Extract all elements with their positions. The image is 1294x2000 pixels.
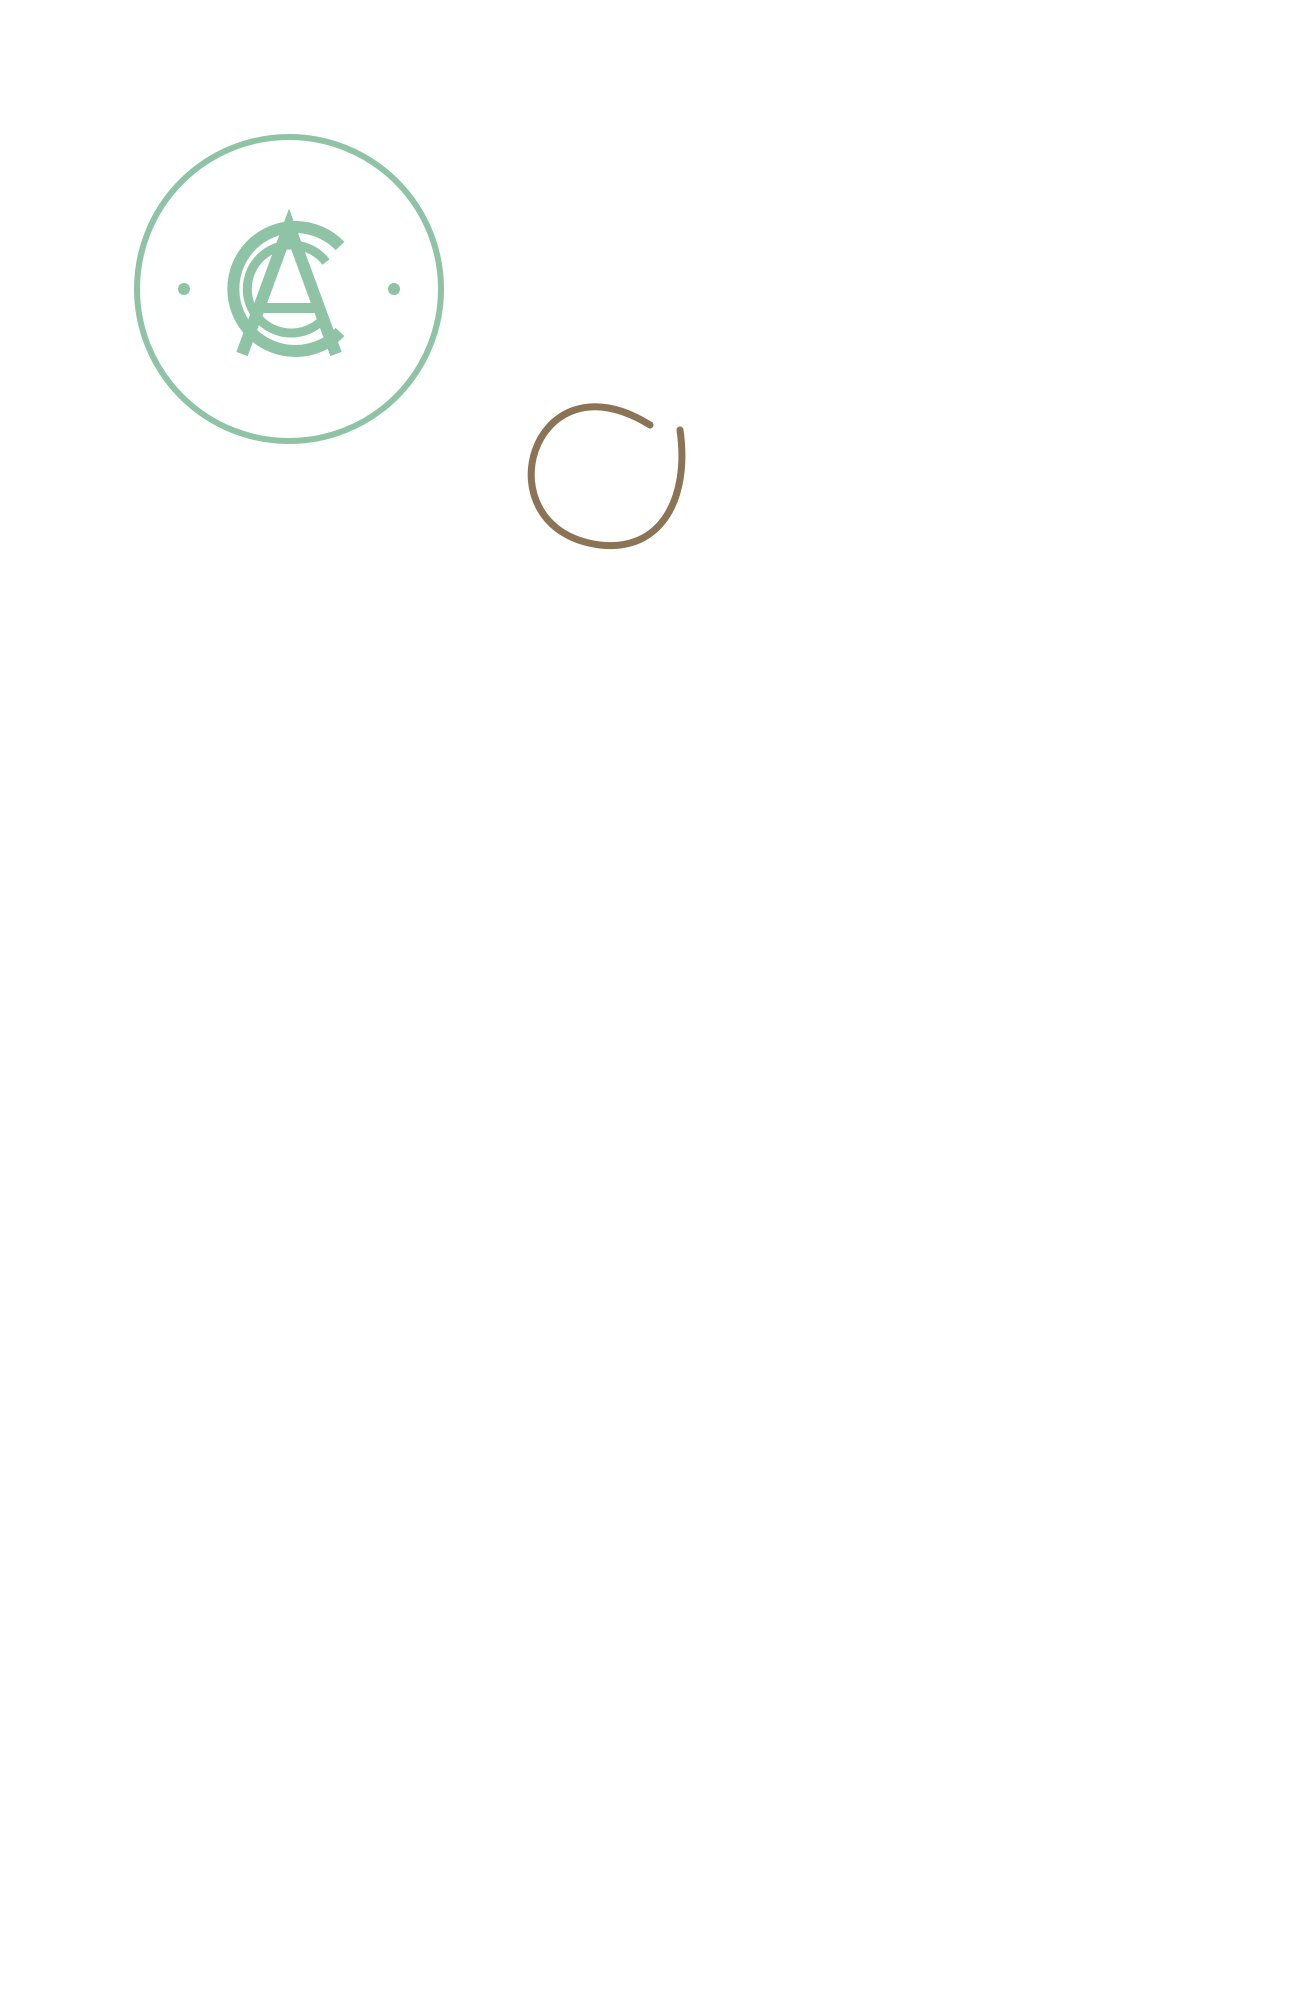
oxford-athletic-club-logo <box>122 122 456 456</box>
pool-menu-title <box>490 200 1250 760</box>
